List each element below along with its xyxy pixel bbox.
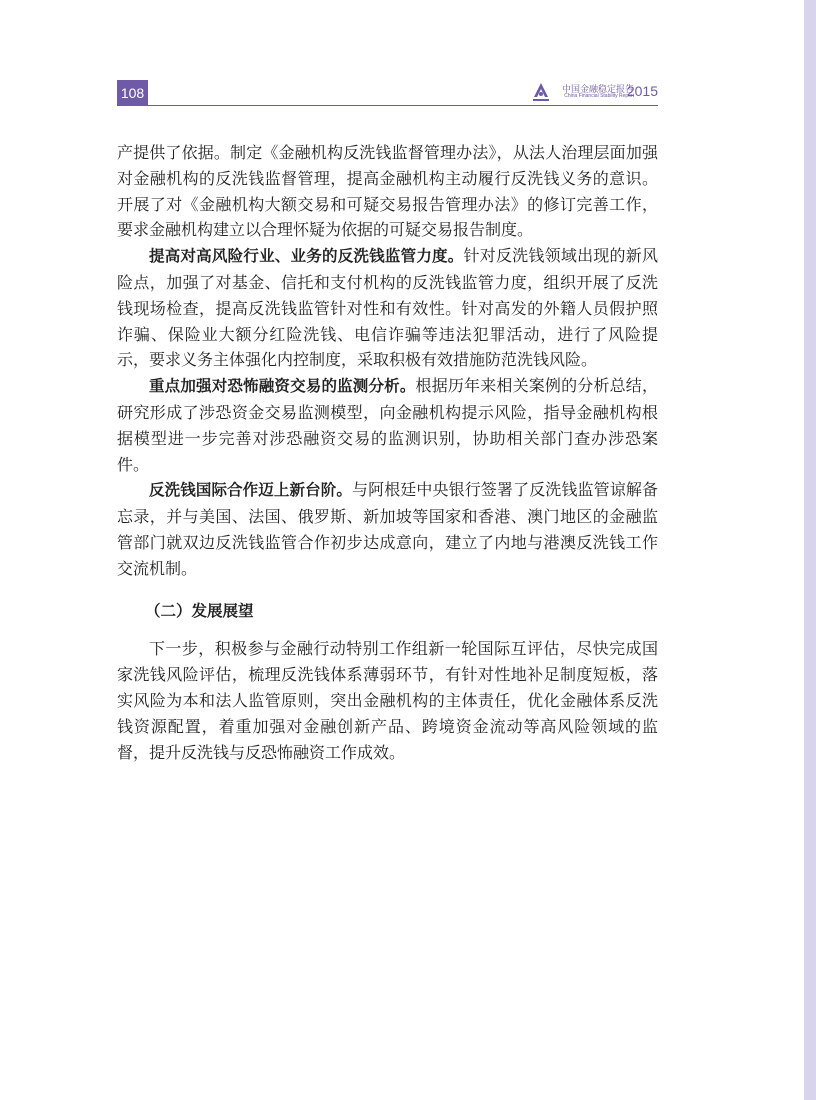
report-brand — [518, 82, 658, 102]
paragraph-2-lead: 提高对高风险行业、业务的反洗钱监管力度。 — [149, 247, 464, 266]
section-heading: （二）发展展望 — [145, 601, 254, 620]
report-logo-icon — [531, 82, 551, 102]
section-paragraph: 下一步，积极参与金融行动特别工作组新一轮国际互评估，尽快完成国家洗钱风险评估，梳理反洗钱体系薄弱环节，有针对性地补足制度短板，落实风险为本和法人监管原则，突出金融机构的主体责任，优化金融体系反洗钱资源配置，着重加强对金融创新产品、跨境资金流动等高风险领域的监督，提升反洗钱与反恐怖融资工作成效。 — [117, 639, 658, 762]
paragraph-1-text: 产提供了依据。制定《金融机构反洗钱监督管理办法》，从法人治理层面加强对金融机构的反洗钱监督管理，提高金融机构主动履行反洗钱义务的意识。开展了对《金融机构大额交易和可疑交易报告管理办法》的修订完善工作，要求金融机构建立以合理怀疑为依据的可疑交易报告制度。 — [117, 143, 658, 240]
body-text — [117, 140, 658, 765]
paragraph-2 — [117, 243, 658, 373]
report-title-cn: 中国金融稳定报告 — [561, 84, 634, 94]
paragraph-3 — [117, 373, 658, 477]
report-title-en: China Financial Stability Report — [564, 93, 634, 99]
paragraph-3-text: 根据历年来相关案例的分析总结，研究形成了涉恐资金交易监测模型，向金融机构提示风险，指导金融机构根据模型进一步完善对涉恐融资交易的监测识别，协助相关部门查办涉恐案件。 — [117, 376, 658, 474]
paragraph-4 — [117, 477, 658, 581]
paragraph-1 — [117, 140, 658, 243]
header-rule — [117, 105, 658, 106]
report-year: 2015 — [626, 83, 658, 99]
page-number: 108 — [117, 80, 148, 106]
page-edge-band — [804, 0, 816, 1100]
paragraph-4-lead: 反洗钱国际合作迈上新台阶。 — [149, 481, 352, 500]
paragraph-3-lead: 重点加强对恐怖融资交易的监测分析。 — [149, 377, 416, 396]
page-header — [117, 80, 658, 106]
paragraph-4-text: 与阿根廷中央银行签署了反洗钱监管谅解备忘录，并与美国、法国、俄罗斯、新加坡等国家和香港、澳门地区的金融监管部门就双边反洗钱监管合作初步达成意向，建立了内地与港澳反洗钱工作交流机制。 — [117, 480, 658, 578]
paragraph-2-text: 针对反洗钱领域出现的新风险点，加强了对基金、信托和支付机构的反洗钱监管力度，组织开展了反洗钱现场检查，提高反洗钱监管针对性和有效性。针对高发的外籍人员假护照诈骗、保险业大额分红险洗钱、电信诈骗等违法犯罪活动，进行了风险提示，要求义务主体强化内控制度，采取积极有效措施防范洗钱风险。 — [117, 246, 658, 370]
